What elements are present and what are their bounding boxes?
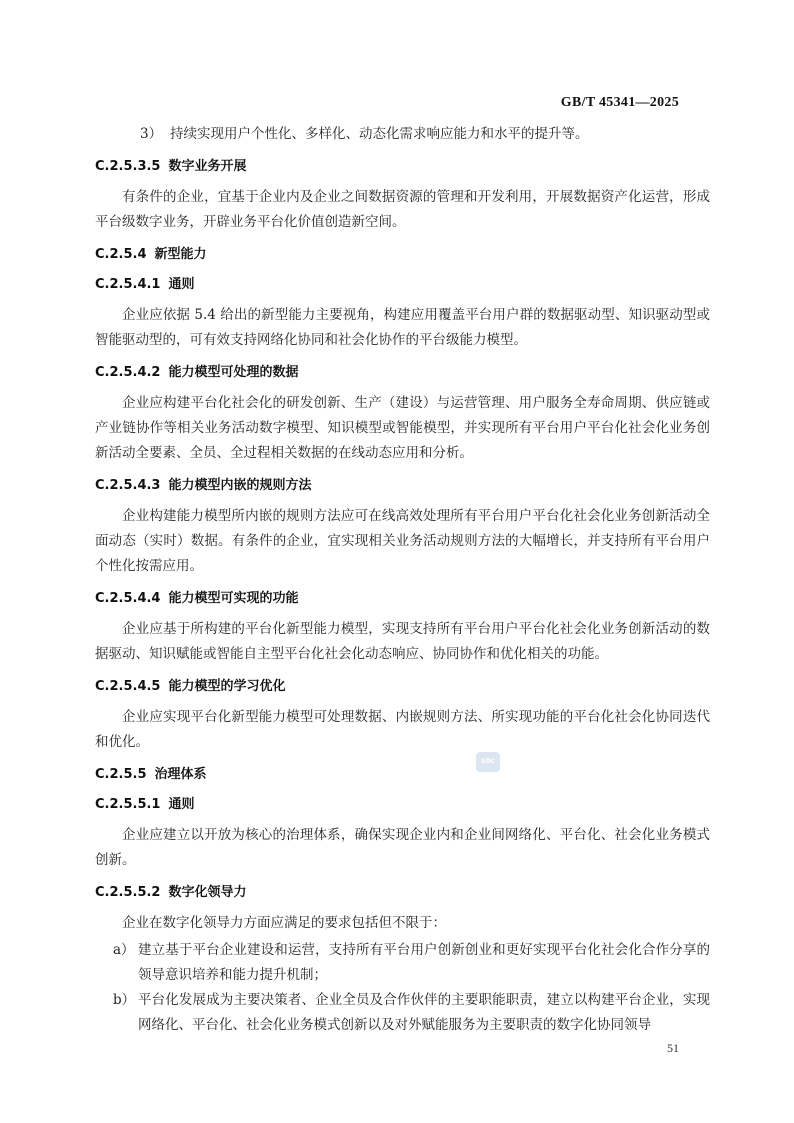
list-marker: 3） bbox=[140, 126, 163, 142]
section-heading bbox=[95, 883, 710, 903]
section-heading bbox=[95, 677, 710, 697]
section-heading bbox=[95, 476, 710, 496]
list-text: 平台化发展成为主要决策者、企业全员及合作伙伴的主要职能职责，建立以构建平台企业，实现网络化、平台化、社会化业务模式创新以及对外赋能服务为主要职责的数字化协同领导 bbox=[138, 992, 710, 1033]
paragraph: 有条件的企业，宜基于企业内及企业之间数据资源的管理和开发利用，开展数据资产化运营，形成平台级数字业务，开辟业务平台化价值创造新空间。 bbox=[95, 189, 710, 230]
section-heading bbox=[95, 245, 710, 265]
section-heading bbox=[95, 765, 710, 785]
section-number: C.2.5.4.4 bbox=[95, 591, 161, 606]
page-number: 51 bbox=[667, 1041, 679, 1055]
section-heading bbox=[95, 275, 710, 295]
page-content bbox=[95, 122, 710, 1038]
paragraph: 企业在数字化领导力方面应满足的要求包括但不限于： bbox=[122, 915, 446, 931]
paragraph: 企业应实现平台化新型能力模型可处理数据、内嵌规则方法、所实现功能的平台化社会化协同迭代和优化。 bbox=[95, 709, 710, 750]
section-title: 能力模型可实现的功能 bbox=[168, 591, 299, 606]
paragraph: 企业应建立以开放为核心的治理体系，确保实现企业内和企业间网络化、平台化、社会化业务模式创新。 bbox=[95, 827, 710, 868]
paragraph: 企业应构建平台化社会化的研发创新、生产（建设）与运营管理、用户服务全寿命周期、供应链或产业链协作等相关业务活动数字模型、知识模型或智能模型，并实现所有平台用户平台化社会化业务创新活动全要素、全员、全过程相关数据的在线动态应用和分析。 bbox=[95, 395, 710, 461]
list-marker: b） bbox=[113, 992, 136, 1008]
section-heading bbox=[95, 589, 710, 609]
watermark-logo: SDC bbox=[476, 752, 500, 772]
section-heading bbox=[95, 795, 710, 815]
list-text: 持续实现用户个性化、多样化、动态化需求响应能力和水平的提升等。 bbox=[170, 126, 589, 142]
paragraph: 企业应基于所构建的平台化新型能力模型，实现支持所有平台用户平台化社会化业务创新活动的数据驱动、知识赋能或智能自主型平台化社会化动态响应、协同协作和优化相关的功能。 bbox=[95, 621, 710, 662]
section-title: 治理体系 bbox=[154, 767, 207, 782]
paragraph: 企业构建能力模型所内嵌的规则方法应可在线高效处理所有平台用户平台化社会化业务创新活动全面动态（实时）数据。有条件的企业，宜实现相关业务活动规则方法的大幅增长，并支持所有平台用户个性化按需应用。 bbox=[95, 508, 710, 574]
section-title: 数字化领导力 bbox=[168, 885, 247, 900]
list-text: 建立基于平台企业建设和运营，支持所有平台用户创新创业和更好实现平台化社会化合作分享的领导意识培养和能力提升机制； bbox=[138, 942, 710, 983]
section-number: C.2.5.4.3 bbox=[95, 478, 161, 493]
section-number: C.2.5.4 bbox=[95, 247, 147, 262]
section-title: 能力模型内嵌的规则方法 bbox=[168, 478, 312, 493]
section-title: 通则 bbox=[168, 797, 195, 812]
list-marker: a） bbox=[113, 942, 135, 958]
section-heading bbox=[95, 363, 710, 383]
section-number: C.2.5.4.5 bbox=[95, 679, 161, 694]
section-number: C.2.5.4.2 bbox=[95, 365, 161, 380]
standard-code: GB/T 45341—2025 bbox=[560, 95, 679, 110]
list-item bbox=[95, 988, 710, 1038]
section-title: 新型能力 bbox=[154, 247, 207, 262]
paragraph: 企业应依据 5.4 给出的新型能力主要视角，构建应用覆盖平台用户群的数据驱动型、知识驱动型或智能驱动型的，可有效支持网络化协同和社会化协作的平台级能力模型。 bbox=[95, 307, 710, 348]
section-number: C.2.5.5 bbox=[95, 767, 147, 782]
section-title: 能力模型可处理的数据 bbox=[168, 365, 299, 380]
list-item bbox=[95, 938, 710, 988]
section-number: C.2.5.3.5 bbox=[95, 159, 161, 174]
section-title: 通则 bbox=[168, 277, 195, 292]
section-number: C.2.5.5.1 bbox=[95, 797, 161, 812]
section-number: C.2.5.5.2 bbox=[95, 885, 161, 900]
section-number: C.2.5.4.1 bbox=[95, 277, 161, 292]
section-heading bbox=[95, 157, 710, 177]
section-title: 数字业务开展 bbox=[168, 159, 247, 174]
list-item bbox=[95, 122, 710, 147]
section-title: 能力模型的学习优化 bbox=[168, 679, 286, 694]
